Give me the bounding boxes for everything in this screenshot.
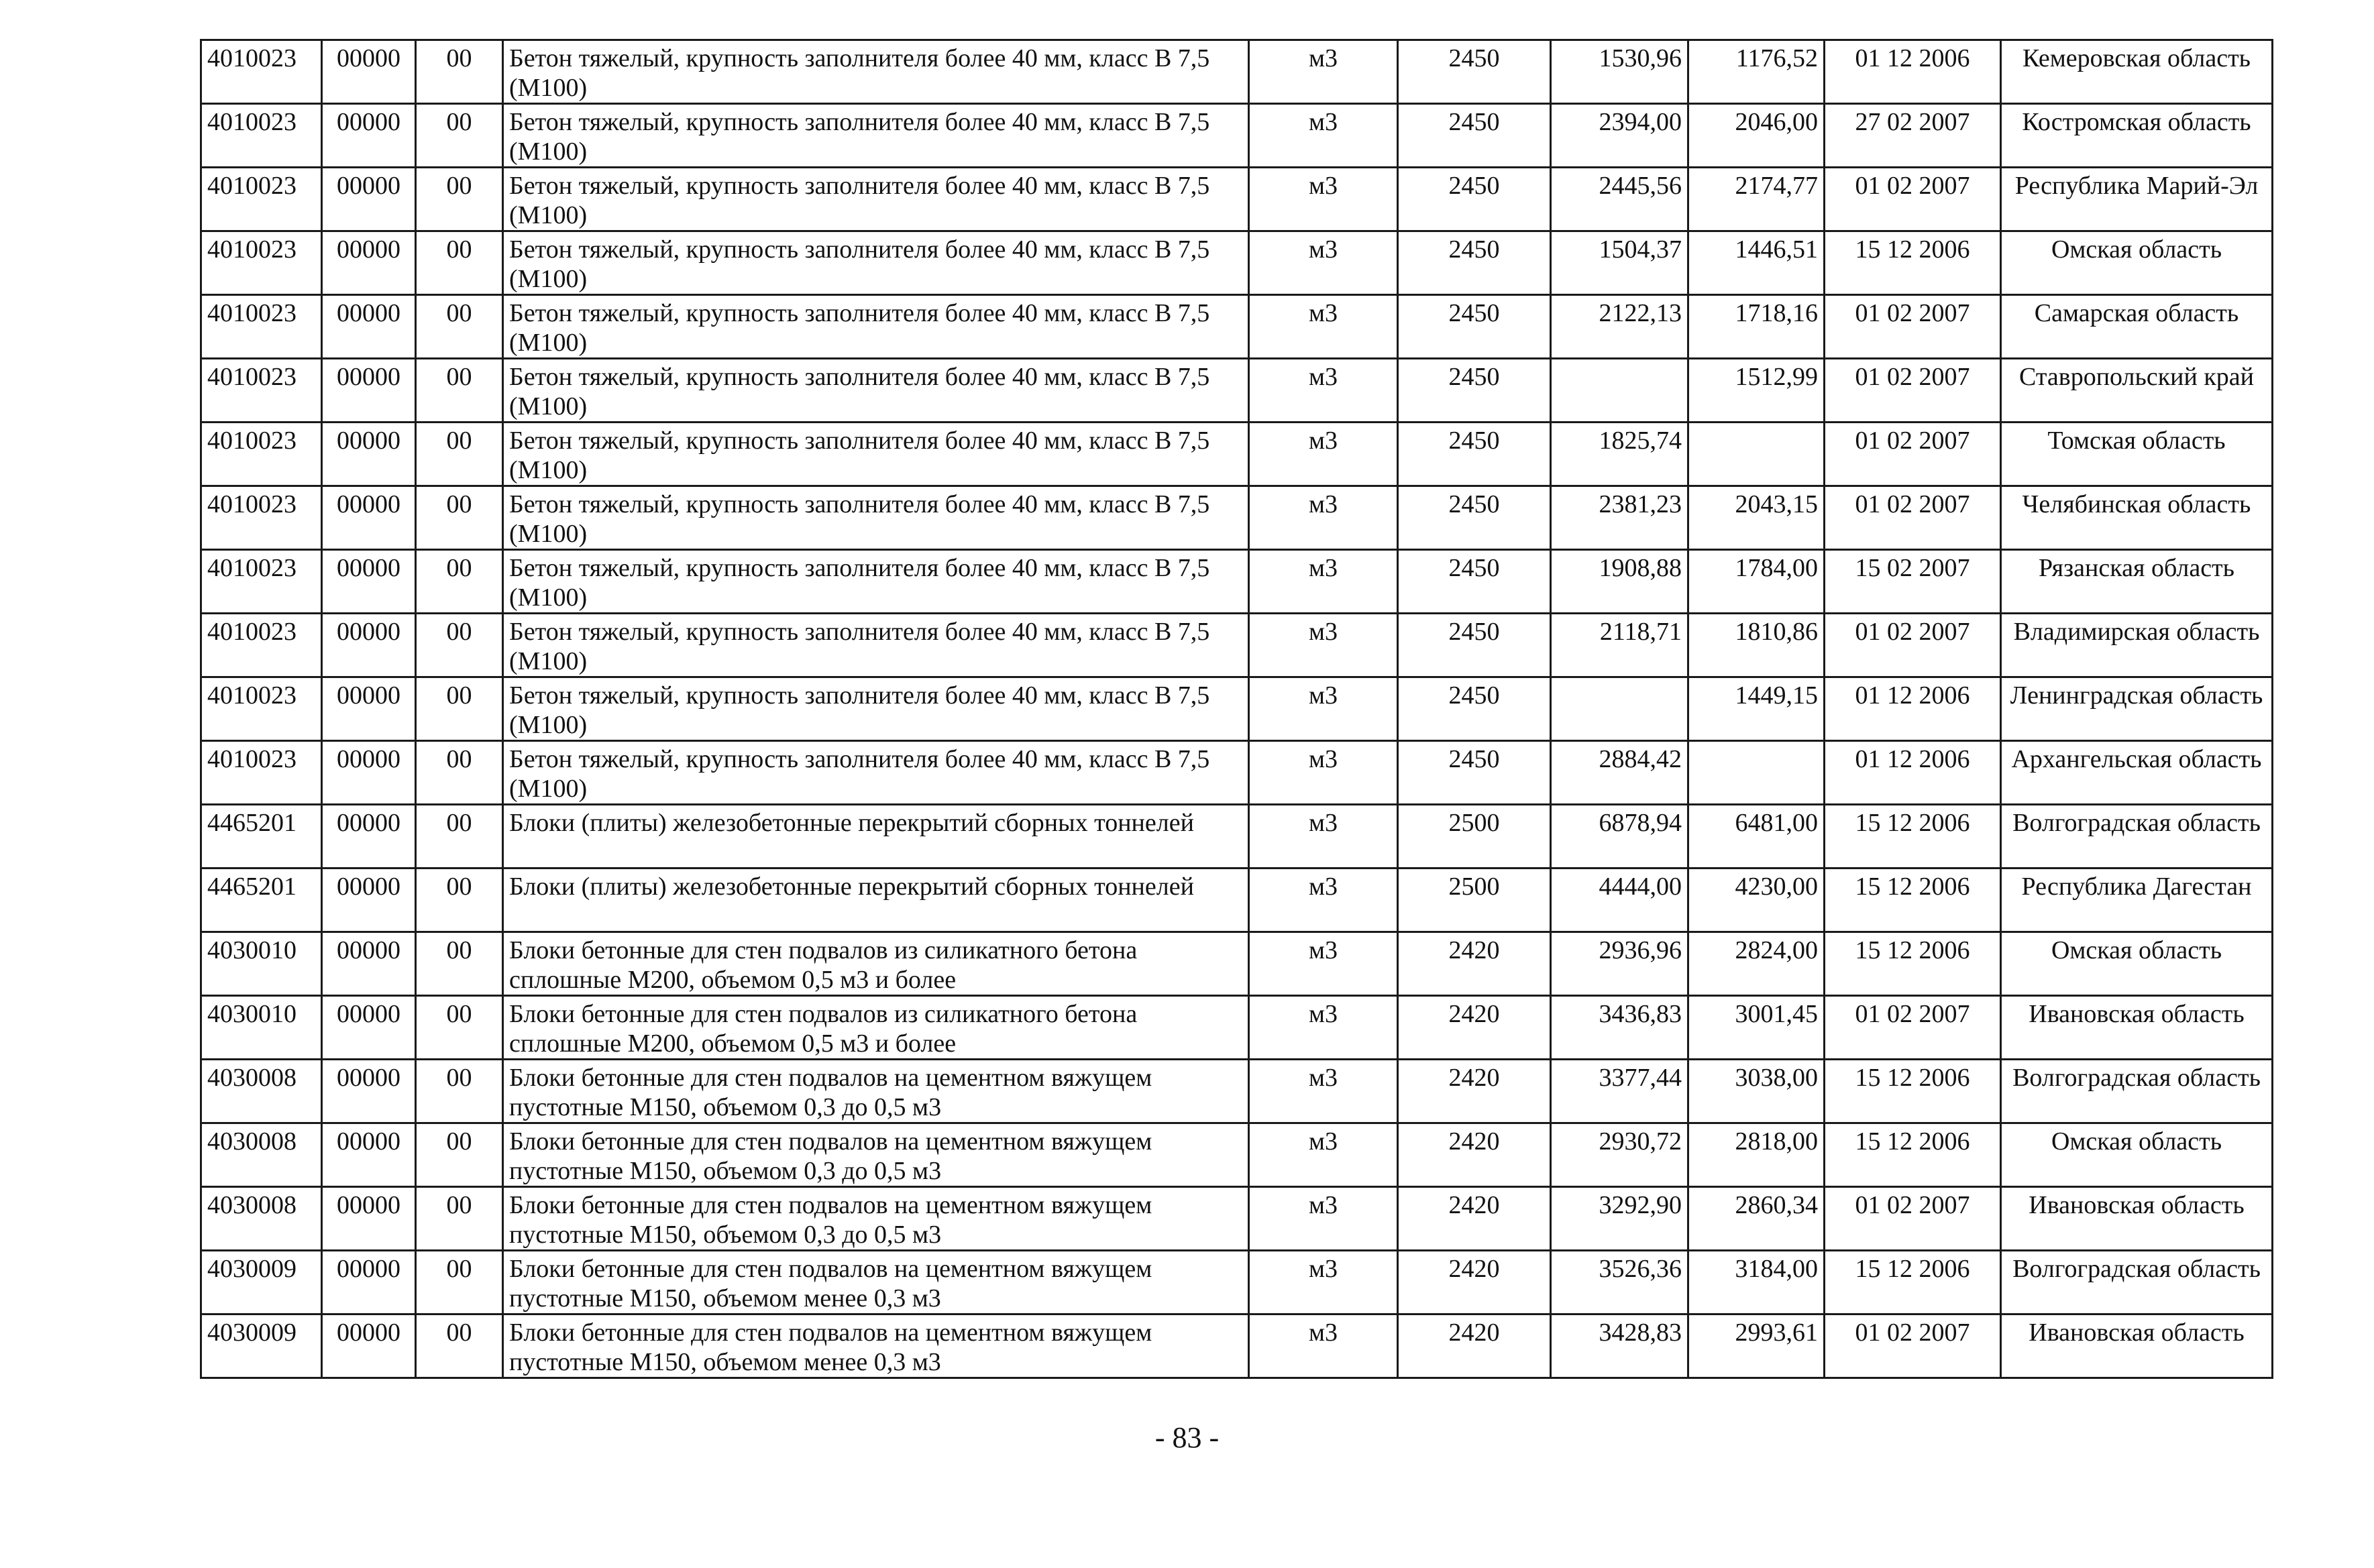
unit-cell: м3 (1249, 805, 1398, 869)
date-cell: 01 12 2006 (1825, 40, 2001, 104)
region-cell: Ленинградская область (2001, 677, 2273, 741)
suffix-code-cell: 00 (416, 359, 503, 423)
weight-cell: 2420 (1398, 1123, 1551, 1187)
page-number: - 83 - (1154, 1421, 1220, 1454)
material-name-cell: Бетон тяжелый, крупность заполнителя более 40 мм, класс В 7,5 (М100) (503, 423, 1249, 486)
product-code-cell: 4010023 (201, 486, 322, 550)
table-row (201, 40, 2273, 104)
region-cell: Республика Марий-Эл (2001, 168, 2273, 231)
date-cell: 01 12 2006 (1825, 677, 2001, 741)
price-cell (1688, 423, 1825, 486)
weight-cell: 2450 (1398, 359, 1551, 423)
weight-cell: 2450 (1398, 168, 1551, 231)
date-cell: 01 02 2007 (1825, 1314, 2001, 1378)
date-cell: 01 02 2007 (1825, 423, 2001, 486)
region-cell: Самарская область (2001, 295, 2273, 359)
suffix-code-cell: 00 (416, 932, 503, 996)
date-cell: 01 02 2007 (1825, 168, 2001, 231)
material-name-cell: Бетон тяжелый, крупность заполнителя более 40 мм, класс В 7,5 (М100) (503, 614, 1249, 677)
table-row (201, 295, 2273, 359)
table-body (201, 40, 2273, 1378)
table-row (201, 359, 2273, 423)
weight-cell: 2450 (1398, 550, 1551, 614)
region-cell: Ставропольский край (2001, 359, 2273, 423)
price-cell: 3001,45 (1688, 996, 1825, 1060)
suffix-code-cell: 00 (416, 486, 503, 550)
unit-cell: м3 (1249, 40, 1398, 104)
table-row (201, 168, 2273, 231)
subcode-cell: 00000 (322, 550, 416, 614)
material-name-cell: Бетон тяжелый, крупность заполнителя более 40 мм, класс В 7,5 (М100) (503, 359, 1249, 423)
price-with-vat-cell: 2381,23 (1551, 486, 1688, 550)
product-code-cell: 4030010 (201, 932, 322, 996)
price-with-vat-cell: 1504,37 (1551, 231, 1688, 295)
unit-cell: м3 (1249, 423, 1398, 486)
suffix-code-cell: 00 (416, 40, 503, 104)
subcode-cell: 00000 (322, 1314, 416, 1378)
region-cell: Волгоградская область (2001, 1251, 2273, 1314)
suffix-code-cell: 00 (416, 869, 503, 932)
suffix-code-cell: 00 (416, 614, 503, 677)
subcode-cell: 00000 (322, 423, 416, 486)
table-row (201, 1251, 2273, 1314)
date-cell: 01 12 2006 (1825, 741, 2001, 805)
price-table (200, 39, 2273, 1379)
date-cell: 15 12 2006 (1825, 1251, 2001, 1314)
unit-cell: м3 (1249, 104, 1398, 168)
region-cell: Ивановская область (2001, 1314, 2273, 1378)
product-code-cell: 4010023 (201, 614, 322, 677)
price-cell: 1512,99 (1688, 359, 1825, 423)
region-cell: Ивановская область (2001, 996, 2273, 1060)
subcode-cell: 00000 (322, 1251, 416, 1314)
product-code-cell: 4010023 (201, 677, 322, 741)
table-row (201, 104, 2273, 168)
unit-cell: м3 (1249, 677, 1398, 741)
unit-cell: м3 (1249, 1251, 1398, 1314)
product-code-cell: 4010023 (201, 40, 322, 104)
suffix-code-cell: 00 (416, 550, 503, 614)
product-code-cell: 4030008 (201, 1060, 322, 1123)
material-name-cell: Блоки бетонные для стен подвалов на цементном вяжущем пустотные М150, объемом 0,3 до 0,5 м3 (503, 1060, 1249, 1123)
product-code-cell: 4465201 (201, 805, 322, 869)
region-cell: Омская область (2001, 231, 2273, 295)
table-row (201, 231, 2273, 295)
weight-cell: 2450 (1398, 231, 1551, 295)
subcode-cell: 00000 (322, 231, 416, 295)
suffix-code-cell: 00 (416, 104, 503, 168)
subcode-cell: 00000 (322, 40, 416, 104)
material-name-cell: Бетон тяжелый, крупность заполнителя более 40 мм, класс В 7,5 (М100) (503, 550, 1249, 614)
unit-cell: м3 (1249, 741, 1398, 805)
suffix-code-cell: 00 (416, 677, 503, 741)
region-cell: Рязанская область (2001, 550, 2273, 614)
date-cell: 15 12 2006 (1825, 932, 2001, 996)
unit-cell: м3 (1249, 231, 1398, 295)
product-code-cell: 4010023 (201, 104, 322, 168)
material-name-cell: Бетон тяжелый, крупность заполнителя более 40 мм, класс В 7,5 (М100) (503, 40, 1249, 104)
price-with-vat-cell: 1908,88 (1551, 550, 1688, 614)
region-cell: Кемеровская область (2001, 40, 2273, 104)
subcode-cell: 00000 (322, 1060, 416, 1123)
weight-cell: 2420 (1398, 996, 1551, 1060)
price-cell: 1810,86 (1688, 614, 1825, 677)
weight-cell: 2450 (1398, 614, 1551, 677)
product-code-cell: 4010023 (201, 168, 322, 231)
unit-cell: м3 (1249, 932, 1398, 996)
region-cell: Республика Дагестан (2001, 869, 2273, 932)
price-with-vat-cell: 2445,56 (1551, 168, 1688, 231)
price-with-vat-cell: 2394,00 (1551, 104, 1688, 168)
price-with-vat-cell: 2936,96 (1551, 932, 1688, 996)
table-row (201, 1123, 2273, 1187)
price-with-vat-cell: 2122,13 (1551, 295, 1688, 359)
subcode-cell: 00000 (322, 869, 416, 932)
price-cell: 1176,52 (1688, 40, 1825, 104)
material-name-cell: Блоки (плиты) железобетонные перекрытий сборных тоннелей (503, 869, 1249, 932)
product-code-cell: 4030009 (201, 1251, 322, 1314)
subcode-cell: 00000 (322, 741, 416, 805)
price-cell: 6481,00 (1688, 805, 1825, 869)
unit-cell: м3 (1249, 486, 1398, 550)
unit-cell: м3 (1249, 359, 1398, 423)
unit-cell: м3 (1249, 295, 1398, 359)
region-cell: Архангельская область (2001, 741, 2273, 805)
date-cell: 01 02 2007 (1825, 1187, 2001, 1251)
price-with-vat-cell: 3436,83 (1551, 996, 1688, 1060)
weight-cell: 2450 (1398, 104, 1551, 168)
suffix-code-cell: 00 (416, 1187, 503, 1251)
date-cell: 01 02 2007 (1825, 614, 2001, 677)
subcode-cell: 00000 (322, 677, 416, 741)
price-cell: 1718,16 (1688, 295, 1825, 359)
subcode-cell: 00000 (322, 104, 416, 168)
price-cell: 1449,15 (1688, 677, 1825, 741)
region-cell: Томская область (2001, 423, 2273, 486)
product-code-cell: 4010023 (201, 359, 322, 423)
product-code-cell: 4030008 (201, 1187, 322, 1251)
region-cell: Костромская область (2001, 104, 2273, 168)
price-cell: 2174,77 (1688, 168, 1825, 231)
price-with-vat-cell: 1825,74 (1551, 423, 1688, 486)
material-name-cell: Блоки (плиты) железобетонные перекрытий сборных тоннелей (503, 805, 1249, 869)
product-code-cell: 4030009 (201, 1314, 322, 1378)
region-cell: Челябинская область (2001, 486, 2273, 550)
product-code-cell: 4030010 (201, 996, 322, 1060)
price-cell: 1784,00 (1688, 550, 1825, 614)
unit-cell: м3 (1249, 550, 1398, 614)
price-cell: 2046,00 (1688, 104, 1825, 168)
unit-cell: м3 (1249, 869, 1398, 932)
price-with-vat-cell: 3526,36 (1551, 1251, 1688, 1314)
subcode-cell: 00000 (322, 805, 416, 869)
unit-cell: м3 (1249, 1060, 1398, 1123)
subcode-cell: 00000 (322, 1123, 416, 1187)
material-name-cell: Бетон тяжелый, крупность заполнителя более 40 мм, класс В 7,5 (М100) (503, 677, 1249, 741)
product-code-cell: 4010023 (201, 231, 322, 295)
region-cell: Омская область (2001, 932, 2273, 996)
weight-cell: 2420 (1398, 1187, 1551, 1251)
product-code-cell: 4010023 (201, 550, 322, 614)
weight-cell: 2450 (1398, 423, 1551, 486)
date-cell: 15 12 2006 (1825, 805, 2001, 869)
suffix-code-cell: 00 (416, 168, 503, 231)
product-code-cell: 4010023 (201, 741, 322, 805)
unit-cell: м3 (1249, 996, 1398, 1060)
price-with-vat-cell: 3292,90 (1551, 1187, 1688, 1251)
suffix-code-cell: 00 (416, 1251, 503, 1314)
price-cell: 2818,00 (1688, 1123, 1825, 1187)
material-name-cell: Бетон тяжелый, крупность заполнителя более 40 мм, класс В 7,5 (М100) (503, 231, 1249, 295)
price-cell: 3184,00 (1688, 1251, 1825, 1314)
date-cell: 01 02 2007 (1825, 295, 2001, 359)
suffix-code-cell: 00 (416, 1314, 503, 1378)
suffix-code-cell: 00 (416, 1123, 503, 1187)
material-name-cell: Блоки бетонные для стен подвалов из силикатного бетона сплошные М200, объемом 0,5 м3 и более (503, 932, 1249, 996)
table-row (201, 805, 2273, 869)
suffix-code-cell: 00 (416, 423, 503, 486)
region-cell: Владимирская область (2001, 614, 2273, 677)
table-row (201, 677, 2273, 741)
subcode-cell: 00000 (322, 168, 416, 231)
date-cell: 27 02 2007 (1825, 104, 2001, 168)
subcode-cell: 00000 (322, 359, 416, 423)
region-cell: Омская область (2001, 1123, 2273, 1187)
product-code-cell: 4030008 (201, 1123, 322, 1187)
suffix-code-cell: 00 (416, 996, 503, 1060)
suffix-code-cell: 00 (416, 805, 503, 869)
price-with-vat-cell: 1530,96 (1551, 40, 1688, 104)
price-with-vat-cell: 3428,83 (1551, 1314, 1688, 1378)
suffix-code-cell: 00 (416, 231, 503, 295)
weight-cell: 2420 (1398, 932, 1551, 996)
price-with-vat-cell: 2884,42 (1551, 741, 1688, 805)
weight-cell: 2450 (1398, 486, 1551, 550)
unit-cell: м3 (1249, 1187, 1398, 1251)
subcode-cell: 00000 (322, 614, 416, 677)
price-cell (1688, 741, 1825, 805)
subcode-cell: 00000 (322, 486, 416, 550)
price-cell: 3038,00 (1688, 1060, 1825, 1123)
material-name-cell: Бетон тяжелый, крупность заполнителя более 40 мм, класс В 7,5 (М100) (503, 168, 1249, 231)
material-name-cell: Блоки бетонные для стен подвалов из силикатного бетона сплошные М200, объемом 0,5 м3 и более (503, 996, 1249, 1060)
material-name-cell: Бетон тяжелый, крупность заполнителя более 40 мм, класс В 7,5 (М100) (503, 486, 1249, 550)
unit-cell: м3 (1249, 1314, 1398, 1378)
date-cell: 01 02 2007 (1825, 486, 2001, 550)
table-row (201, 486, 2273, 550)
material-name-cell: Бетон тяжелый, крупность заполнителя более 40 мм, класс В 7,5 (М100) (503, 741, 1249, 805)
table-row (201, 1187, 2273, 1251)
suffix-code-cell: 00 (416, 741, 503, 805)
price-cell: 2860,34 (1688, 1187, 1825, 1251)
material-name-cell: Блоки бетонные для стен подвалов на цементном вяжущем пустотные М150, объемом менее 0,3 м3 (503, 1314, 1249, 1378)
unit-cell: м3 (1249, 168, 1398, 231)
material-name-cell: Блоки бетонные для стен подвалов на цементном вяжущем пустотные М150, объемом 0,3 до 0,5 м3 (503, 1187, 1249, 1251)
weight-cell: 2420 (1398, 1314, 1551, 1378)
price-cell: 2993,61 (1688, 1314, 1825, 1378)
table-row (201, 550, 2273, 614)
price-with-vat-cell (1551, 677, 1688, 741)
table-row (201, 869, 2273, 932)
date-cell: 15 12 2006 (1825, 1060, 2001, 1123)
weight-cell: 2420 (1398, 1060, 1551, 1123)
unit-cell: м3 (1249, 614, 1398, 677)
table-row (201, 1314, 2273, 1378)
subcode-cell: 00000 (322, 1187, 416, 1251)
material-name-cell: Блоки бетонные для стен подвалов на цементном вяжущем пустотные М150, объемом менее 0,3 м3 (503, 1251, 1249, 1314)
subcode-cell: 00000 (322, 932, 416, 996)
price-with-vat-cell: 2930,72 (1551, 1123, 1688, 1187)
suffix-code-cell: 00 (416, 1060, 503, 1123)
table-row (201, 1060, 2273, 1123)
material-name-cell: Блоки бетонные для стен подвалов на цементном вяжущем пустотные М150, объемом 0,3 до 0,5 м3 (503, 1123, 1249, 1187)
price-with-vat-cell: 3377,44 (1551, 1060, 1688, 1123)
weight-cell: 2500 (1398, 805, 1551, 869)
weight-cell: 2450 (1398, 677, 1551, 741)
material-name-cell: Бетон тяжелый, крупность заполнителя более 40 мм, класс В 7,5 (М100) (503, 295, 1249, 359)
price-with-vat-cell (1551, 359, 1688, 423)
weight-cell: 2450 (1398, 40, 1551, 104)
weight-cell: 2450 (1398, 741, 1551, 805)
region-cell: Волгоградская область (2001, 1060, 2273, 1123)
date-cell: 01 02 2007 (1825, 359, 2001, 423)
weight-cell: 2500 (1398, 869, 1551, 932)
material-name-cell: Бетон тяжелый, крупность заполнителя более 40 мм, класс В 7,5 (М100) (503, 104, 1249, 168)
date-cell: 01 02 2007 (1825, 996, 2001, 1060)
region-cell: Волгоградская область (2001, 805, 2273, 869)
table-row (201, 614, 2273, 677)
price-cell: 4230,00 (1688, 869, 1825, 932)
price-with-vat-cell: 2118,71 (1551, 614, 1688, 677)
region-cell: Ивановская область (2001, 1187, 2273, 1251)
date-cell: 15 02 2007 (1825, 550, 2001, 614)
unit-cell: м3 (1249, 1123, 1398, 1187)
weight-cell: 2450 (1398, 295, 1551, 359)
price-cell: 1446,51 (1688, 231, 1825, 295)
product-code-cell: 4010023 (201, 423, 322, 486)
subcode-cell: 00000 (322, 295, 416, 359)
date-cell: 15 12 2006 (1825, 231, 2001, 295)
price-cell: 2824,00 (1688, 932, 1825, 996)
date-cell: 15 12 2006 (1825, 1123, 2001, 1187)
product-code-cell: 4010023 (201, 295, 322, 359)
price-with-vat-cell: 6878,94 (1551, 805, 1688, 869)
table-row (201, 932, 2273, 996)
product-code-cell: 4465201 (201, 869, 322, 932)
table-row (201, 741, 2273, 805)
suffix-code-cell: 00 (416, 295, 503, 359)
subcode-cell: 00000 (322, 996, 416, 1060)
date-cell: 15 12 2006 (1825, 869, 2001, 932)
weight-cell: 2420 (1398, 1251, 1551, 1314)
table-row (201, 423, 2273, 486)
price-cell: 2043,15 (1688, 486, 1825, 550)
table-row (201, 996, 2273, 1060)
price-with-vat-cell: 4444,00 (1551, 869, 1688, 932)
